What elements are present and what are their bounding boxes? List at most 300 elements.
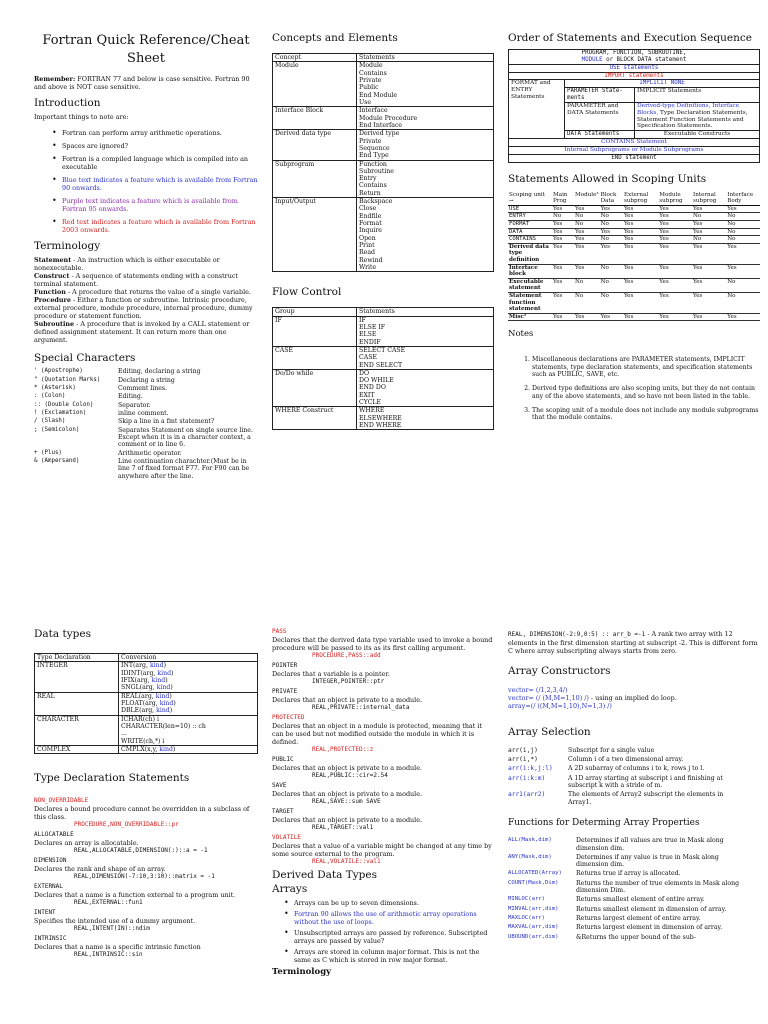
function-code: MAXVAL(arr,dim) xyxy=(508,924,559,931)
term-name: Statement xyxy=(34,256,72,265)
conversion-kind: kind xyxy=(159,745,173,753)
scoping-row xyxy=(508,228,760,236)
datatype-name: CHARACTER xyxy=(35,715,119,745)
function-code: ANY(Mask,dim) xyxy=(508,853,552,860)
flow-header-group: Group xyxy=(273,308,357,316)
keyword-example: REAL,VOLATILE::val1 xyxy=(312,857,381,865)
scoping-cell: Yes xyxy=(552,243,574,264)
keyword-entry xyxy=(34,935,258,958)
conversion-kind: kind xyxy=(149,662,164,670)
concept-statement: Sequence xyxy=(359,144,390,152)
keyword-name: SAVE xyxy=(272,782,287,789)
scoping-cell: No xyxy=(726,213,760,221)
scoping-header-row xyxy=(508,192,760,206)
concepts-header-statements: Statements xyxy=(357,54,494,62)
special-char-desc: Editing, declaring a string xyxy=(118,368,201,376)
term-def: - Either a function or subroutine. Intrinsic procedure, external procedure, module procedure, internal procedure, dummy procedure or statement function. xyxy=(34,296,253,321)
special-char: * (Asterisk) xyxy=(34,385,76,392)
conversion-fn: CMPLX(x,y, xyxy=(121,745,160,753)
column-2-top xyxy=(272,32,494,430)
scoping-row-label: CONTAINS xyxy=(508,236,552,244)
conversion-close: ) xyxy=(163,662,167,670)
special-char: + (Plus) xyxy=(34,449,62,456)
scoping-cell: No xyxy=(600,213,623,221)
scoping-row xyxy=(508,292,760,313)
scoping-cell: Yes xyxy=(658,236,692,244)
order-row-import: IMPORT statements xyxy=(509,72,760,80)
keyword-entry xyxy=(272,688,494,711)
concept-statements xyxy=(357,107,494,130)
scoping-cell: Yes xyxy=(692,292,726,313)
special-char-row xyxy=(34,377,258,385)
flow-row xyxy=(273,407,494,430)
scoping-cell: Yes xyxy=(623,221,658,229)
keyword-desc: Declares an array is allocatable. xyxy=(34,838,139,847)
special-char-row xyxy=(34,458,258,481)
concept-name: Module xyxy=(273,62,357,107)
term-item xyxy=(34,296,258,320)
scoping-cell: Yes xyxy=(623,205,658,213)
selection-desc: A 2D subarray of columns i to k, rows j to l. xyxy=(568,765,705,773)
scoping-cell: Yes xyxy=(658,213,692,221)
scoping-cell: Yes xyxy=(658,221,692,229)
keyword-name: INTRINSIC xyxy=(34,935,67,943)
scoping-cell: Yes xyxy=(623,278,658,292)
datatype-conversions xyxy=(119,745,258,753)
scoping-cell: Yes xyxy=(658,243,692,264)
flow-statement: END WHERE xyxy=(359,422,402,429)
scoping-cell: Yes xyxy=(600,243,623,264)
flow-group: Do/Do while xyxy=(273,369,357,407)
term-name: Construct xyxy=(34,272,70,281)
scoping-header-cell: Main Prog xyxy=(552,192,574,206)
function-row xyxy=(508,934,752,943)
conversion-close: ) xyxy=(169,692,172,700)
concept-name: Subprogram xyxy=(273,160,357,198)
keyword-name: ALLOCATABLE xyxy=(34,831,74,839)
keyword-name: PRIVATE xyxy=(272,688,298,695)
scoping-cell: Yes xyxy=(726,264,760,278)
note-item: 2. Derived type definitions are also scoping units, but they do not contain any of the above statements, and so have not been listed in the table. xyxy=(532,385,760,401)
scoping-cell: Yes xyxy=(726,205,760,213)
special-char-desc: Declaring a string xyxy=(118,376,175,384)
datatype-conversion xyxy=(121,707,255,714)
function-desc: Returns the number of true elements in Mask along dimension Dim. xyxy=(576,879,740,895)
special-char-desc: Separator. xyxy=(118,401,151,409)
special-char: & (Ampersand) xyxy=(34,457,80,464)
concept-statement: Open xyxy=(359,234,376,242)
term-item xyxy=(34,256,258,272)
keyword-entry xyxy=(34,831,258,854)
scoping-header-cell: Interface Body xyxy=(726,192,760,206)
keyword-name: EXTERNAL xyxy=(34,883,63,891)
scoping-cell: Yes xyxy=(623,313,658,321)
datatypes-heading: Data types xyxy=(34,628,91,640)
scoping-cell: Yes xyxy=(692,205,726,213)
concept-statement: Use xyxy=(359,99,372,106)
order-parameter-data: PARAMETER and DATA Statements xyxy=(565,102,635,130)
special-char-row xyxy=(34,393,258,401)
scoping-row-label: Executable statement xyxy=(508,278,552,292)
selection-code: arr(i:k:m) xyxy=(508,774,546,782)
scoping-cell: No xyxy=(692,236,726,244)
conversion-close: ) xyxy=(173,700,176,707)
conversion-fn: IDINT(arg, xyxy=(121,669,158,677)
flow-group: CASE xyxy=(273,346,357,369)
keyword-example: REAL,PROTECTED::z xyxy=(312,745,374,753)
keyword-name: TARGET xyxy=(272,808,294,815)
scoping-cell: No xyxy=(574,278,600,292)
concepts-table xyxy=(272,53,494,272)
page-title: Fortran Quick Reference/Cheat Sheet xyxy=(42,33,250,66)
intro-item: • Blue text indicates a feature which is available from Fortran 90 onwards. xyxy=(52,176,258,192)
keyword-entry xyxy=(34,797,258,828)
keyword-desc: Declares that the derived data type variable used to invoke a bound procedure will be passed to its as its first calling argument. xyxy=(272,635,493,652)
term-name: Subroutine xyxy=(34,320,75,329)
flow-statement: WHERE xyxy=(359,407,385,415)
concept-statement: Print xyxy=(359,241,375,249)
concept-statement: Contains xyxy=(359,69,387,77)
datatype-conversions xyxy=(119,715,258,745)
conversion-kind: kind xyxy=(157,669,172,677)
conversion-close: ) xyxy=(169,707,173,715)
special-char-desc: Skip a line in a fmt statement? xyxy=(118,418,215,426)
datatype-conversions xyxy=(119,662,258,692)
concept-statement: Return xyxy=(359,189,381,197)
keyword-entry xyxy=(272,834,494,865)
datatype-conversion xyxy=(121,716,255,723)
scoping-cell: Yes xyxy=(552,236,574,244)
keyword-entry xyxy=(272,808,494,831)
function-row xyxy=(508,880,752,897)
flow-statements xyxy=(357,316,494,346)
scoping-cell: Yes xyxy=(726,243,760,264)
scoping-cell: Yes xyxy=(692,228,726,236)
order-executable: Executable Constructs xyxy=(635,131,760,139)
function-row xyxy=(508,906,752,915)
concept-name: Input/Output xyxy=(273,198,357,272)
flow-statement: ELSE xyxy=(359,331,377,339)
selection-code: arr1(arr2) xyxy=(508,791,546,799)
scoping-cell: Yes xyxy=(623,213,658,221)
column-2-bottom xyxy=(272,628,494,978)
scoping-cell: Yes xyxy=(623,243,658,264)
term-name: Function xyxy=(34,288,66,297)
special-char: ' (Apostrophe) xyxy=(34,368,83,375)
intro-item: • Fortran is a compiled language which is compiled into an executable xyxy=(52,155,258,171)
conversion-fn: WRITE(ch,*) i xyxy=(121,737,165,745)
concept-statement: Format xyxy=(359,220,382,227)
flow-statements xyxy=(357,369,494,407)
special-chars-heading: Special Characters xyxy=(34,352,136,365)
function-row xyxy=(508,870,752,879)
scoping-cell: Yes xyxy=(552,221,574,229)
datatype-conversion xyxy=(121,723,255,730)
scoping-cell: Yes xyxy=(574,243,600,264)
scoping-cell: Yes xyxy=(552,292,574,313)
note-item: 1. Miscellaneous declarations are PARAMETER statements, IMPLICIT statements, type declaration statements, and specification statements such as PUBLIC, SAVE, etc. xyxy=(532,356,760,379)
order-format-entry: FORMAT and ENTRY Statements xyxy=(509,80,565,139)
intro-item: • Fortran can perform array arithmetic operations. xyxy=(52,129,258,137)
conversion-fn: IFIX(arg, xyxy=(121,677,152,685)
function-row xyxy=(508,854,752,871)
function-desc: Determines if all values are true in Mask along dimension dim. xyxy=(576,837,724,852)
scoping-cell: Yes xyxy=(574,264,600,278)
keyword-entry xyxy=(272,662,494,685)
scoping-row xyxy=(508,221,760,229)
conversion-fn: SNGL(arg, xyxy=(121,684,157,692)
order-row-use: USE statements xyxy=(509,64,760,72)
concept-statement: Public xyxy=(359,84,379,92)
datatypes-row xyxy=(35,715,258,745)
conversion-fn: FLOAT(arg, xyxy=(121,700,160,707)
flow-statement: CYCLE xyxy=(359,399,382,407)
special-char-row xyxy=(34,410,258,418)
selection-code: arr(i,j) xyxy=(508,746,538,754)
keyword-name: DIMENSION xyxy=(34,857,67,865)
scoping-cell: Yes xyxy=(574,313,600,321)
keyword-example: INTEGER,POINTER::ptr xyxy=(312,677,385,685)
constructor-line-2: vector= (/ (M,M=1,10) /) - using an implied do loop. xyxy=(508,693,677,702)
order-implicit-statements: IMPLICIT Statements xyxy=(635,88,760,103)
special-char-desc: Separates Statement on single source line. Except when it is in a character context, a comment or in line 6. xyxy=(118,426,253,449)
concept-statement: Endfile xyxy=(359,212,382,220)
keyword-example: REAL,INTENT(IN)::ndim xyxy=(74,924,150,932)
intro-item: • Red text indicates a feature which is available from Fortran 2003 onwards. xyxy=(52,218,258,234)
intro-text: Important things to note are: xyxy=(34,113,129,122)
keyword-example: REAL,TARGET::val1 xyxy=(312,823,374,831)
term-item xyxy=(34,272,258,288)
datatype-name: REAL xyxy=(35,692,119,715)
term-def: - A procedure that returns the value of a single variable. xyxy=(65,288,251,297)
scoping-row xyxy=(508,205,760,213)
function-code: COUNT(Mask,Dim) xyxy=(508,879,559,886)
special-char: / (Slash) xyxy=(34,418,66,425)
datatype-conversion xyxy=(121,662,255,669)
datatypes-header-type: Type Declaration xyxy=(35,654,119,662)
scoping-header-cell: Block Data xyxy=(600,192,623,206)
arrays-terminology-heading: Terminology xyxy=(272,967,332,978)
selection-desc: A 1D array starting at subscript i and finishing at subscript k with a stride of m. xyxy=(568,774,723,789)
scoping-cell: Yes xyxy=(552,205,574,213)
scoping-cell: No xyxy=(574,292,600,313)
flow-group: IF xyxy=(273,316,357,346)
conversion-close: ) xyxy=(165,677,168,685)
function-code: ALL(Mask,dim) xyxy=(508,837,552,844)
scoping-row-label: DATA xyxy=(508,228,552,236)
scoping-row xyxy=(508,278,760,292)
special-char-desc: Comment lines. xyxy=(118,385,168,393)
scoping-cell: No xyxy=(552,213,574,221)
concept-statement: End Interface xyxy=(359,121,403,129)
scoping-heading: Statements Allowed in Scoping Units xyxy=(508,172,707,185)
keyword-entry xyxy=(272,782,494,805)
scoping-cell: No xyxy=(692,213,726,221)
keyword-example: REAL,PRIVATE::internal_data xyxy=(312,703,410,711)
flow-header-statements: Statements xyxy=(357,308,494,316)
concept-statement: Write xyxy=(359,263,377,271)
scoping-row-label: Derived data type definition xyxy=(508,243,552,264)
conversion-fn: CHARACTER(len=10) :: ch xyxy=(121,722,206,730)
keyword-entry xyxy=(272,756,494,779)
flow-row xyxy=(273,369,494,407)
concept-name: Derived data type xyxy=(273,130,357,160)
function-desc: Returns smallest element of entire array. xyxy=(576,896,705,904)
concept-statement: Private xyxy=(359,137,382,145)
concept-name: Interface Block xyxy=(273,107,357,130)
keyword-entry xyxy=(34,883,258,906)
datatype-conversion xyxy=(121,730,255,737)
datatype-conversions xyxy=(119,692,258,715)
datatypes-header-conversion: Conversion xyxy=(119,654,258,662)
function-code: MINVAL(arr,dim) xyxy=(508,905,559,912)
flow-group: WHERE Construct xyxy=(273,407,357,430)
constructors-block xyxy=(508,686,760,710)
flow-statements xyxy=(357,346,494,369)
note-item: 3. The scoping unit of a module does not include any module subprograms that the module contains. xyxy=(532,407,760,423)
concept-statement: Interface xyxy=(359,107,388,115)
scoping-cell: Yes xyxy=(658,228,692,236)
conversion-kind: kind xyxy=(155,692,170,700)
scoping-cell: Yes xyxy=(658,205,692,213)
flow-statements xyxy=(357,407,494,430)
keyword-entry xyxy=(272,714,494,753)
scoping-cell: Yes xyxy=(692,264,726,278)
scoping-cell: No xyxy=(726,228,760,236)
order-internal-subprograms: Internal Subprograms or Module Subprograms xyxy=(509,146,760,154)
concept-statement: Inquire xyxy=(359,227,382,235)
concepts-row xyxy=(273,160,494,198)
keyword-desc: Declares that an object is private to a module. xyxy=(272,815,423,824)
concept-statements xyxy=(357,198,494,272)
arrays-heading: Arrays xyxy=(272,883,308,896)
flow-row xyxy=(273,346,494,369)
keyword-entry xyxy=(34,857,258,880)
keyword-example: REAL,PUBLIC::cir=2.54 xyxy=(312,771,388,779)
function-desc: Determines if any value is true in Mask along dimension dim. xyxy=(576,853,719,869)
function-row xyxy=(508,915,752,924)
conversion-fn: ... xyxy=(121,730,127,738)
term-name: Procedure xyxy=(34,296,71,305)
scoping-cell: No xyxy=(600,264,623,278)
function-row xyxy=(508,837,752,854)
scoping-row xyxy=(508,236,760,244)
function-code: UBOUND(arr,dim) xyxy=(508,933,559,940)
order-row-program: PROGRAM, FUNCTION, SUBROUTINE, MODULE or BLOCK DATA statement xyxy=(509,50,760,65)
conversion-kind: kind xyxy=(156,707,170,715)
selection-row xyxy=(508,791,748,808)
order-end: END statement xyxy=(509,154,760,162)
conversion-fn: ICHAR(ch) i xyxy=(121,715,159,723)
keyword-name: PROTECTED xyxy=(272,714,305,721)
scoping-cell: Yes xyxy=(623,264,658,278)
scoping-cell: No xyxy=(600,292,623,313)
concept-statement: Private xyxy=(359,77,382,85)
function-desc: &Returns the upper bound of the sub- xyxy=(576,933,696,941)
special-char: ! (Exclamation) xyxy=(34,410,87,417)
function-code: MINLOC(arr) xyxy=(508,896,546,903)
scoping-cell: No xyxy=(726,278,760,292)
keyword-desc: Declares that an object is private to a module. xyxy=(272,789,423,798)
scoping-cell: Yes xyxy=(623,228,658,236)
concept-statement: End Type xyxy=(359,152,389,160)
special-char-desc: Arithmetic operator. xyxy=(118,449,182,457)
scoping-header-cell: Internal subprog xyxy=(692,192,726,206)
order-derived-defs: Derived-type Definitions, Interface Blocks, Type Declaration Statements, Statement Function Statements and Specification Statements. xyxy=(635,102,760,130)
scoping-row xyxy=(508,213,760,221)
special-char-desc: Editing. xyxy=(118,393,143,401)
flow-heading: Flow Control xyxy=(272,286,342,299)
flow-statement: IF xyxy=(359,316,366,324)
constructors-heading: Array Constructors xyxy=(508,664,611,677)
scoping-row xyxy=(508,313,760,321)
selection-table xyxy=(508,747,748,808)
special-char-row xyxy=(34,368,258,376)
derived-heading: Derived Data Types xyxy=(272,869,377,881)
concept-statement: Backspace xyxy=(359,198,393,206)
notes-list xyxy=(518,356,760,422)
flow-statement: END SELECT xyxy=(359,361,403,369)
term-item xyxy=(34,320,258,344)
concepts-header-row xyxy=(273,54,494,62)
conversion-close: ) xyxy=(170,684,173,692)
scoping-cell: Yes xyxy=(658,264,692,278)
flow-table xyxy=(272,307,494,430)
scoping-cell: Yes xyxy=(623,236,658,244)
arrays-list xyxy=(284,899,494,964)
column-1-bottom xyxy=(34,628,258,961)
intro-item: • Purple text indicates a feature which is available from Fortran 95 onwards. xyxy=(52,197,258,213)
keyword-example: PROCEDURE,NON_OVERRIDABLE::pr xyxy=(74,820,179,828)
conversion-fn: DBLE(arg, xyxy=(121,707,157,715)
datatype-conversion xyxy=(121,738,255,745)
scoping-cell: No xyxy=(600,278,623,292)
scoping-row-label: Interface block xyxy=(508,264,552,278)
conversion-kind: kind xyxy=(159,700,174,707)
concept-statements xyxy=(357,160,494,198)
flow-statement: DO WHILE xyxy=(359,377,394,385)
concept-statement: Module Procedure xyxy=(359,114,418,122)
intro-heading: Introduction xyxy=(34,97,101,110)
special-char-row xyxy=(34,402,258,410)
keyword-desc: Declares the rank and shape of an array. xyxy=(34,864,166,873)
scoping-cell: Yes xyxy=(692,313,726,321)
keyword-desc: Declares that an object is private to a module. xyxy=(272,695,423,704)
scoping-cell: No xyxy=(726,236,760,244)
flow-statement: DO xyxy=(359,369,370,377)
scoping-row xyxy=(508,243,760,264)
flow-statement: SELECT CASE xyxy=(359,346,406,354)
scoping-cell: Yes xyxy=(574,236,600,244)
scoping-row-label: ENTRY xyxy=(508,213,552,221)
keyword-entry xyxy=(272,628,494,659)
keyword-desc: Declares that an object in a module is protected, meaning that it can be used but not modified outside the module in which it is defined. xyxy=(272,721,482,746)
typedecl-list xyxy=(34,797,258,958)
concepts-row xyxy=(273,62,494,107)
function-code: MAXLOC(arr) xyxy=(508,915,546,921)
scoping-header-cell: Scoping unit → xyxy=(508,192,552,206)
special-char: :: (Double Colon) xyxy=(34,401,94,408)
function-desc: Returns true if array is allocated. xyxy=(576,870,681,878)
scoping-row-label: USE xyxy=(508,205,552,213)
constructor-line-1: vector= (/1,2,3,4/) xyxy=(508,685,568,694)
scoping-cell: Yes xyxy=(600,228,623,236)
conversion-close: ) xyxy=(172,745,176,753)
keyword-example: REAL,EXTERNAL::fun1 xyxy=(74,898,143,906)
concept-statement: Read xyxy=(359,249,375,257)
scoping-cell: Yes xyxy=(600,313,623,321)
scoping-cell: Yes xyxy=(692,243,726,264)
